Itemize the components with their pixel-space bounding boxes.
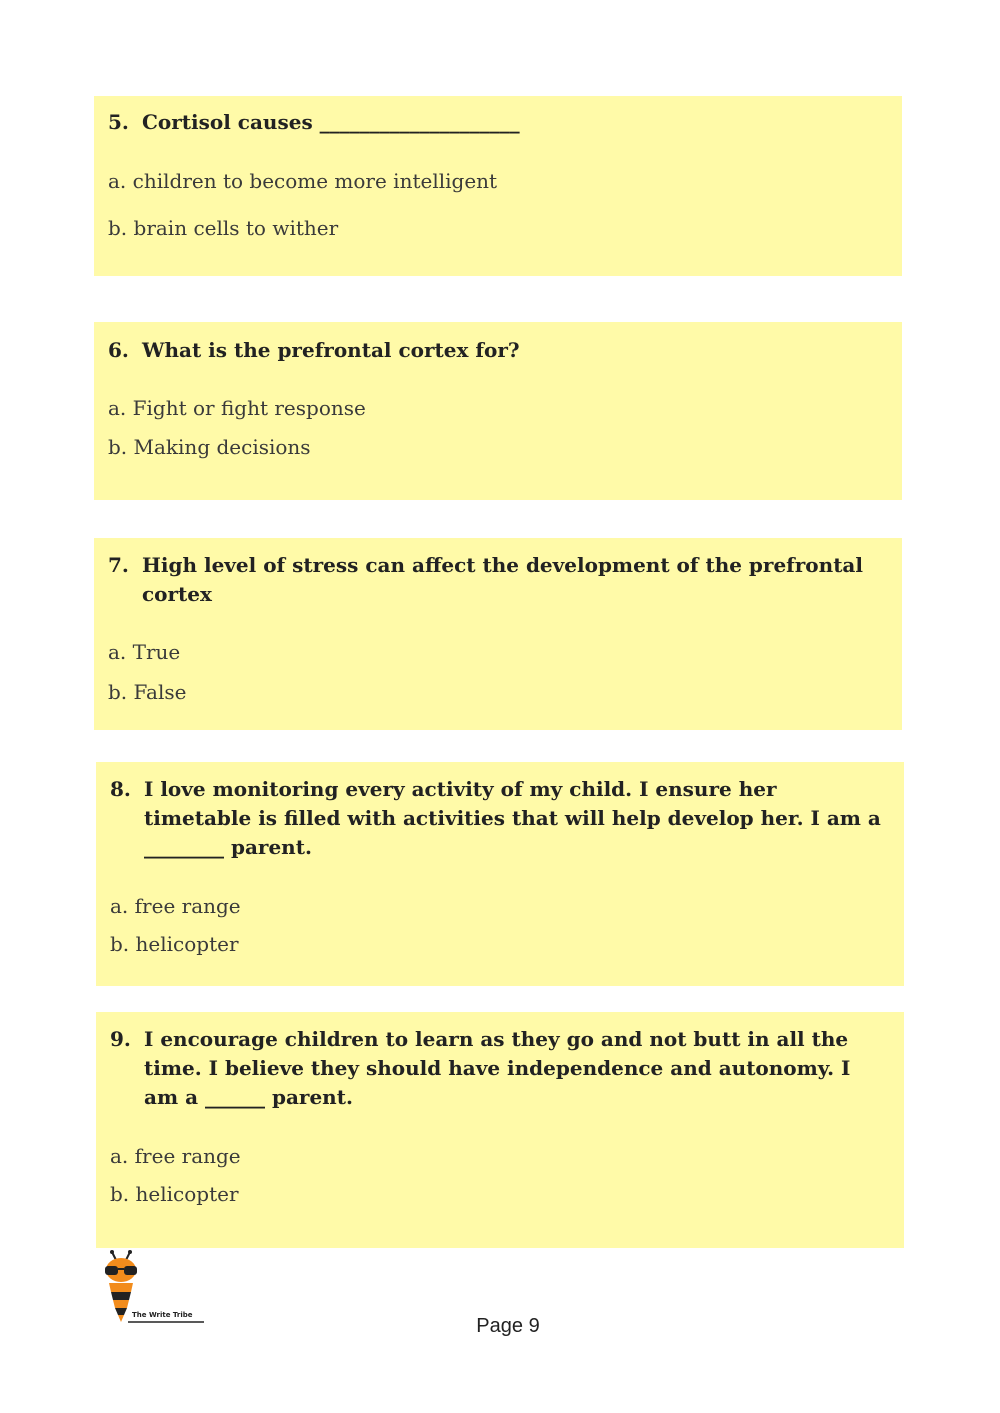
question-text: I love monitoring every activity of my child. I ensure her timetable is filled with activities that will help develop her. I am a ________ parent.: [144, 777, 881, 859]
question-title: [110, 775, 890, 862]
question-number: 6.: [108, 338, 129, 362]
question-number: 7.: [108, 553, 129, 577]
logo-text: The Write Tribe: [132, 1311, 193, 1319]
question-text: I encourage children to learn as they go and not butt in all the time. I believe they should have independence and autonomy. I am a ______ parent.: [144, 1027, 851, 1109]
question-title: [108, 551, 888, 609]
option-a[interactable]: a. free range: [110, 894, 241, 918]
question-card-8: [96, 762, 904, 986]
question-title: [108, 108, 888, 137]
option-b[interactable]: b. brain cells to wither: [108, 216, 339, 240]
question-text: What is the prefrontal cortex for?: [142, 338, 520, 362]
page-number: Page 9: [476, 1315, 540, 1337]
question-number: 9.: [110, 1027, 131, 1051]
option-a[interactable]: a. True: [108, 640, 181, 664]
question-card-6: [94, 322, 902, 500]
question-title: [110, 1025, 890, 1112]
question-text: Cortisol causes ____________________: [142, 110, 520, 134]
question-text: High level of stress can affect the development of the prefrontal cortex: [142, 553, 863, 606]
question-number: 8.: [110, 777, 131, 801]
option-b[interactable]: b. Making decisions: [108, 435, 311, 459]
option-b[interactable]: b. helicopter: [110, 1182, 239, 1206]
option-a[interactable]: a. Fight or fight response: [108, 396, 366, 420]
option-a[interactable]: a. children to become more intelligent: [108, 169, 498, 193]
question-card-9: [96, 1012, 904, 1248]
question-card-7: [94, 538, 902, 730]
question-title: [108, 336, 888, 365]
question-number: 5.: [108, 110, 129, 134]
option-b[interactable]: b. helicopter: [110, 932, 239, 956]
option-a[interactable]: a. free range: [110, 1144, 241, 1168]
question-card-5: [94, 96, 902, 276]
option-b[interactable]: b. False: [108, 680, 187, 704]
